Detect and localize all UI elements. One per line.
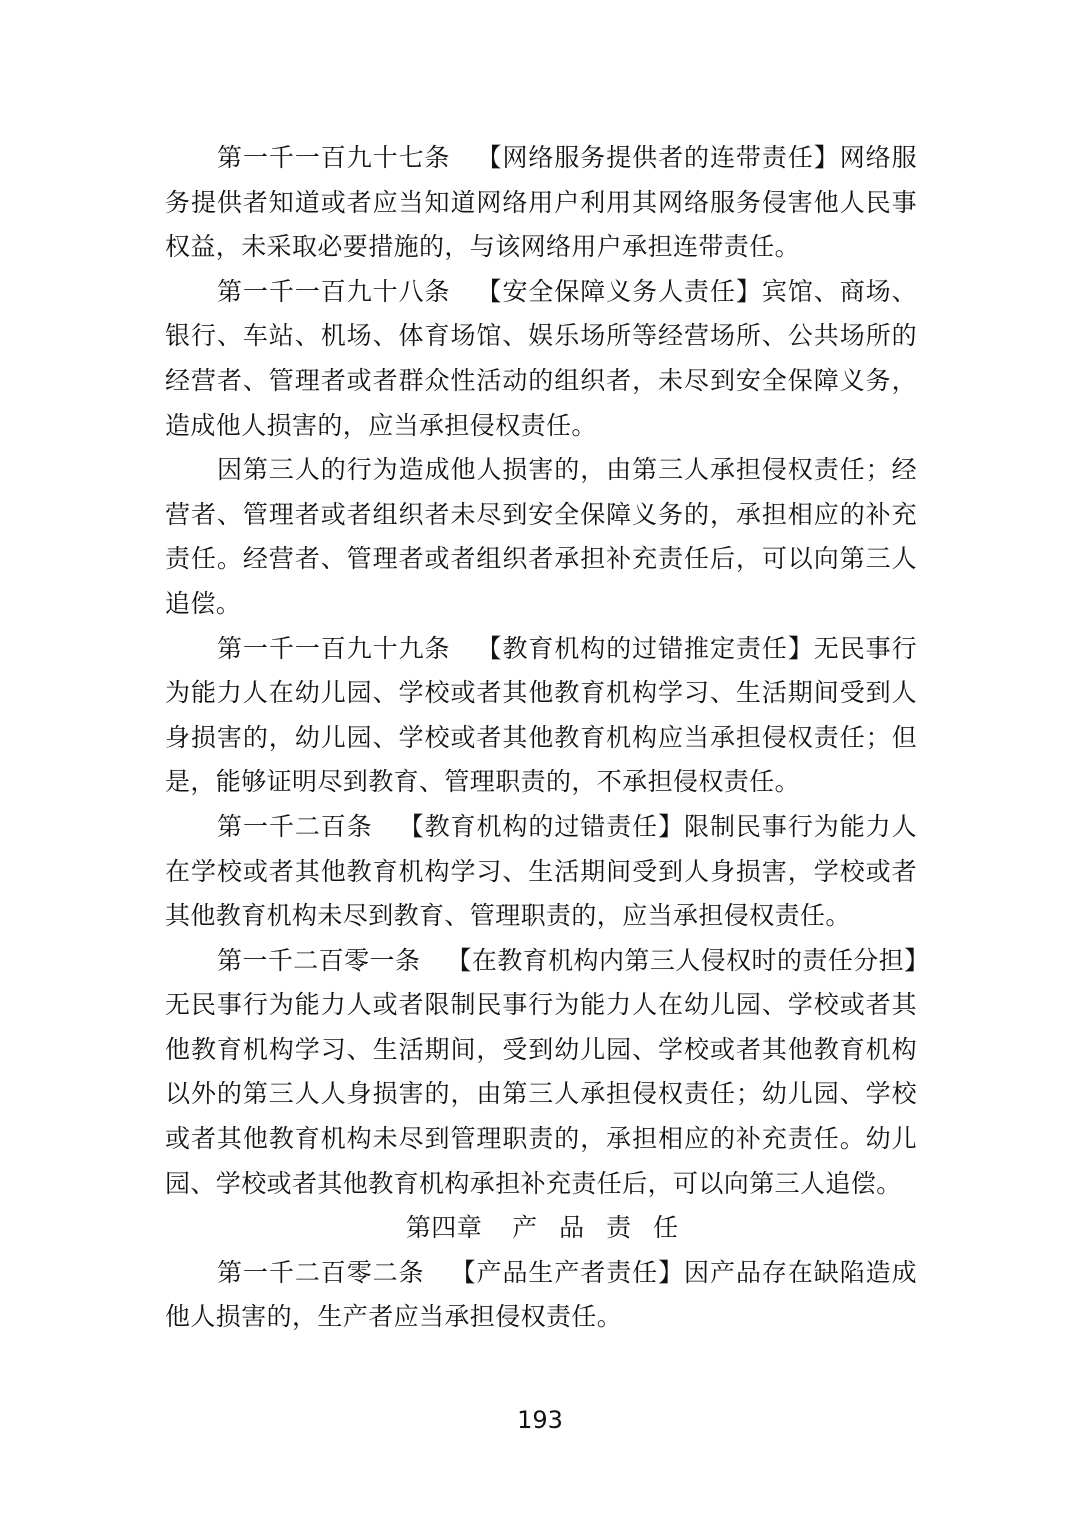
article-paragraph [165,627,917,805]
article-number: 第一千二百条 [217,811,373,841]
page-number: 193 [517,1406,563,1434]
chapter-heading [165,1206,917,1251]
article-text: 【在教育机构内第三人侵权时的责任分担】无民事行为能力人或者限制民事行为能力人在幼儿园、学校或者其他教育机构学习、生活期间，受到幼儿园、学校或者其他教育机构以外的第三人人身损害的，由第三人承担侵权责任；幼儿园、学校或者其他教育机构未尽到管理职责的，承担相应的补充责任。幼儿园、学校或者其他教育机构承担补充责任后，可以向第三人追偿。 [165,945,917,1198]
article-paragraph [165,136,917,270]
article-text: 【产品生产者责任】因产品存在缺陷造成他人损害的，生产者应当承担侵权责任。 [165,1257,918,1332]
article-number: 第一千二百零一条 [217,945,421,975]
chapter-title: 产品责任 [512,1213,701,1243]
article-paragraph [165,448,917,626]
article-text: 【教育机构的过错责任】限制民事行为能力人在学校或者其他教育机构学习、生活期间受到人身损害，学校或者其他教育机构未尽到教育、管理职责的，应当承担侵权责任。 [165,811,917,931]
article-text: 【教育机构的过错推定责任】无民事行为能力人在幼儿园、学校或者其他教育机构学习、生活期间受到人身损害的，幼儿园、学校或者其他教育机构应当承担侵权责任；但是，能够证明尽到教育、管理职责的，不承担侵权责任。 [165,633,917,797]
article-number: 第一千二百零二条 [217,1257,425,1287]
article-number: 第一千一百九十八条 [217,276,451,306]
article-paragraph [165,939,917,1207]
page-content [165,136,917,1340]
article-paragraph [165,805,917,939]
article-paragraph [165,1251,917,1340]
article-paragraph [165,270,917,448]
article-text: 【网络服务提供者的连带责任】网络服务提供者知道或者应当知道网络用户利用其网络服务侵害他人民事权益，未采取必要措施的，与该网络用户承担连带责任。 [165,143,917,262]
article-number: 第一千一百九十九条 [217,633,451,663]
article-number: 第一千一百九十七条 [217,143,451,172]
article-text: 【安全保障义务人责任】宾馆、商场、银行、车站、机场、体育场馆、娱乐场所等经营场所、公共场所的经营者、管理者或者群众性活动的组织者，未尽到安全保障义务，造成他人损害的，应当承担侵权责任。 [165,276,917,440]
article-text: 因第三人的行为造成他人损害的，由第三人承担侵权责任；经营者、管理者或者组织者未尽到安全保障义务的，承担相应的补充责任。经营者、管理者或者组织者承担补充责任后，可以向第三人追偿。 [165,455,917,618]
chapter-label: 第四章 [405,1213,483,1243]
